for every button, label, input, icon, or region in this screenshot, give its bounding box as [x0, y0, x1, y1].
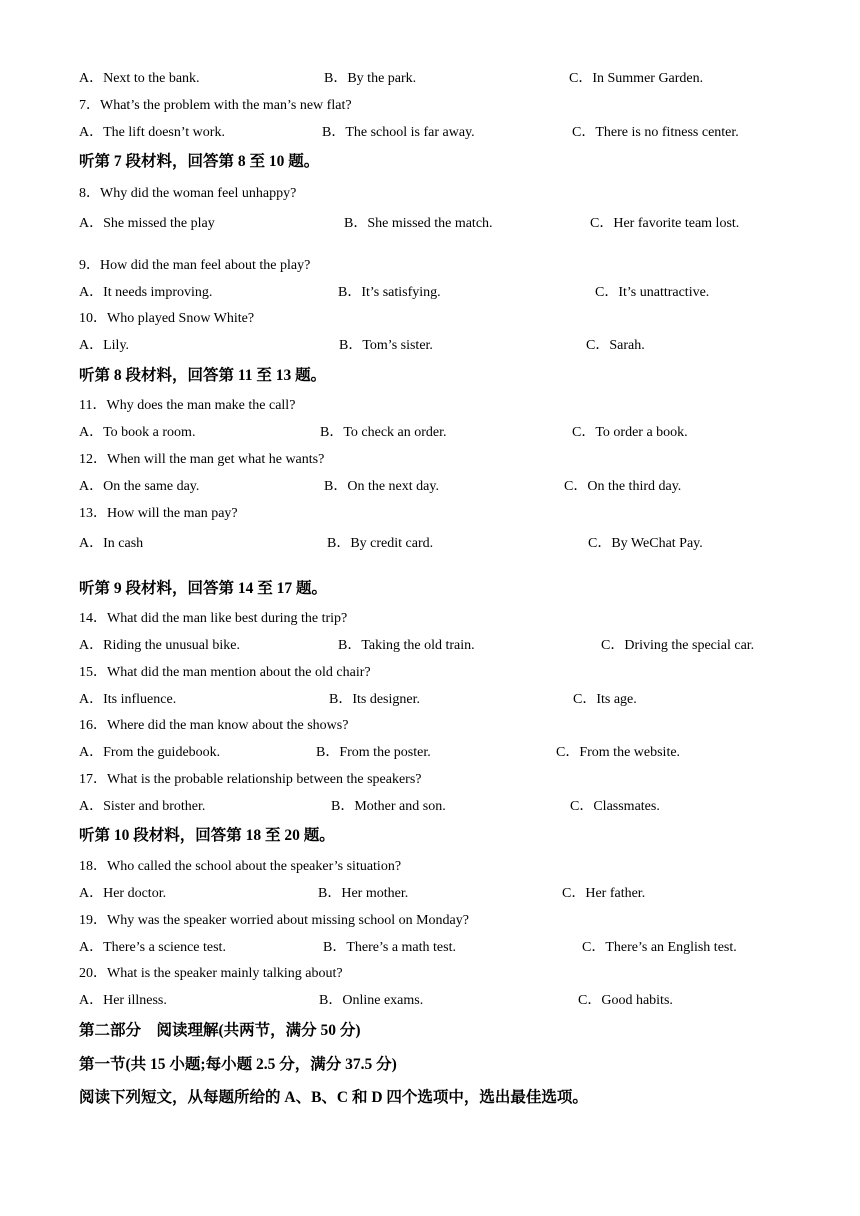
option-c: C．Its age.	[573, 692, 637, 707]
option-a: A．Its influence.	[79, 692, 177, 707]
option-a: A．To book a room.	[79, 425, 196, 440]
question-line	[0, 254, 860, 278]
option-b: B．From the poster.	[316, 745, 431, 760]
option-a: A．Her doctor.	[79, 886, 167, 901]
heading-text: 第二部分 阅读理解(共两节，满分 50 分)	[79, 1022, 361, 1039]
option-b: B．By credit card.	[327, 536, 434, 551]
option-c: C．In Summer Garden.	[569, 71, 704, 86]
heading-text: 听第 8 段材料，回答第 11 至 13 题。	[79, 367, 327, 384]
option-a: A．Sister and brother.	[79, 799, 206, 814]
question-text: 16．Where did the man know about the shows?	[79, 718, 349, 733]
option-b: B．Taking the old train.	[338, 638, 475, 653]
question-line	[0, 448, 860, 472]
question-line	[0, 909, 860, 933]
question-text: 9．How did the man feel about the play?	[79, 258, 311, 273]
option-b: B．Online exams.	[319, 993, 424, 1008]
option-b: B．On the next day.	[324, 479, 439, 494]
option-a: A．Riding the unusual bike.	[79, 638, 240, 653]
option-a: A．Next to the bank.	[79, 71, 200, 86]
question-text: 11．Why does the man make the call?	[79, 398, 296, 413]
answer-options-row	[0, 795, 860, 819]
option-b: B．Mother and son.	[331, 799, 446, 814]
answer-options-row	[0, 421, 860, 445]
option-a: A．Her illness.	[79, 993, 167, 1008]
answer-options-row	[0, 334, 860, 358]
answer-options-row	[0, 67, 860, 91]
question-text: 18．Who called the school about the speaker’s situation?	[79, 859, 402, 874]
option-b: B．By the park.	[324, 71, 417, 86]
question-text: 8．Why did the woman feel unhappy?	[79, 186, 297, 201]
section-heading	[0, 1053, 860, 1077]
question-text: 19．Why was the speaker worried about missing school on Monday?	[79, 913, 469, 928]
option-b: B．Tom’s sister.	[339, 338, 433, 353]
option-a: A．It needs improving.	[79, 285, 213, 300]
section-heading	[0, 1086, 860, 1110]
option-c: C．On the third day.	[564, 479, 682, 494]
option-c: C．From the website.	[556, 745, 681, 760]
question-line	[0, 502, 860, 526]
heading-text: 第一节(共 15 小题;每小题 2.5 分，满分 37.5 分)	[79, 1056, 397, 1073]
option-a: A．From the guidebook.	[79, 745, 221, 760]
option-c: C．Classmates.	[570, 799, 660, 814]
question-line	[0, 661, 860, 685]
option-c: C．Driving the special car.	[601, 638, 755, 653]
option-c: C．By WeChat Pay.	[588, 536, 703, 551]
question-line	[0, 94, 860, 118]
question-line	[0, 182, 860, 206]
answer-options-row	[0, 688, 860, 712]
option-c: C．Sarah.	[586, 338, 645, 353]
option-b: B．It’s satisfying.	[338, 285, 441, 300]
section-heading	[0, 150, 860, 174]
question-text: 10．Who played Snow White?	[79, 311, 255, 326]
section-heading	[0, 1019, 860, 1043]
question-line	[0, 714, 860, 738]
question-line	[0, 607, 860, 631]
answer-options-row	[0, 475, 860, 499]
answer-options-row	[0, 634, 860, 658]
option-c: C．Good habits.	[578, 993, 673, 1008]
answer-options-row	[0, 212, 860, 236]
option-c: C．Her father.	[562, 886, 646, 901]
answer-options-row	[0, 882, 860, 906]
option-b: B．To check an order.	[320, 425, 447, 440]
option-c: C．It’s unattractive.	[595, 285, 710, 300]
option-c: C．Her favorite team lost.	[590, 216, 740, 231]
heading-text: 听第 7 段材料，回答第 8 至 10 题。	[79, 153, 320, 170]
option-b: B．Her mother.	[318, 886, 409, 901]
answer-options-row	[0, 741, 860, 765]
option-b: B．Its designer.	[329, 692, 420, 707]
section-heading	[0, 824, 860, 848]
option-a: A．Lily.	[79, 338, 130, 353]
option-b: B．There’s a math test.	[323, 940, 456, 955]
question-line	[0, 962, 860, 986]
question-text: 15．What did the man mention about the old chair?	[79, 665, 371, 680]
question-line	[0, 855, 860, 879]
heading-text: 听第 10 段材料，回答第 18 至 20 题。	[79, 827, 335, 844]
answer-options-row	[0, 121, 860, 145]
question-text: 12．When will the man get what he wants?	[79, 452, 325, 467]
option-a: A．In cash	[79, 536, 144, 551]
heading-text: 阅读下列短文，从每题所给的 A、B、C 和 D 四个选项中，选出最佳选项。	[79, 1089, 588, 1106]
question-text: 17．What is the probable relationship between the speakers?	[79, 772, 422, 787]
question-text: 7．What’s the problem with the man’s new flat?	[79, 98, 352, 113]
option-a: A．She missed the play	[79, 216, 215, 231]
question-line	[0, 307, 860, 331]
answer-options-row	[0, 936, 860, 960]
option-c: C．To order a book.	[572, 425, 688, 440]
option-c: C．There is no fitness center.	[572, 125, 739, 140]
section-heading	[0, 364, 860, 388]
option-a: A．On the same day.	[79, 479, 200, 494]
option-b: B．The school is far away.	[322, 125, 475, 140]
question-text: 13．How will the man pay?	[79, 506, 238, 521]
answer-options-row	[0, 989, 860, 1013]
question-line	[0, 394, 860, 418]
section-heading	[0, 577, 860, 601]
option-c: C．There’s an English test.	[582, 940, 737, 955]
question-text: 20．What is the speaker mainly talking about?	[79, 966, 343, 981]
question-line	[0, 768, 860, 792]
answer-options-row	[0, 281, 860, 305]
option-a: A．There’s a science test.	[79, 940, 226, 955]
option-a: A．The lift doesn’t work.	[79, 125, 225, 140]
question-text: 14．What did the man like best during the trip?	[79, 611, 348, 626]
heading-text: 听第 9 段材料，回答第 14 至 17 题。	[79, 580, 328, 597]
option-b: B．She missed the match.	[344, 216, 493, 231]
answer-options-row	[0, 532, 860, 556]
